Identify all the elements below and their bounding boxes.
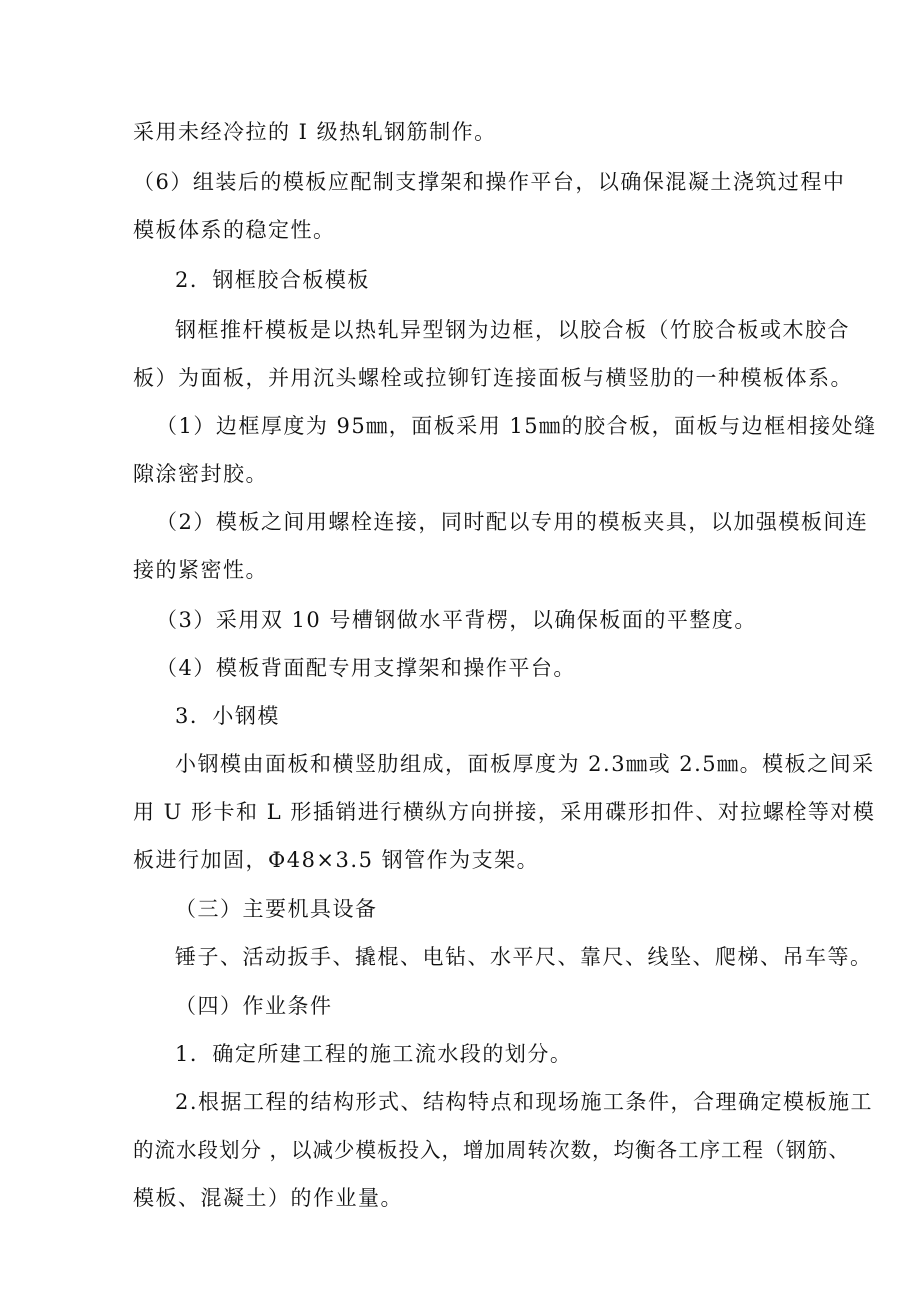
text-line: 模板体系的稳定性。 (133, 218, 336, 242)
section-heading: （四）作业条件 (175, 994, 333, 1018)
text-line: 钢框推杆模板是以热轧异型钢为边框，以胶合板（竹胶合板或木胶合 (175, 318, 850, 342)
text-line: （6）组装后的模板应配制支撑架和操作平台，以确保混凝土浇筑过程中 (133, 170, 846, 194)
text-line: 用 U 形卡和 L 形插销进行横纵方向拼接，采用碟形扣件、对拉螺栓等对模 (133, 800, 876, 824)
text-line: （1）边框厚度为 95㎜，面板采用 15㎜的胶合板，面板与边框相接处缝 (156, 414, 877, 438)
text-line: 2.根据工程的结构形式、结构特点和现场施工条件，合理确定模板施工 (175, 1090, 874, 1114)
text-line: （2）模板之间用螺栓连接，同时配以专用的模板夹具，以加强模板间连 (156, 510, 869, 534)
text-line: （3）采用双 10 号槽钢做水平背楞，以确保板面的平整度。 (156, 608, 757, 632)
text-line: （4）模板背面配专用支撑架和操作平台。 (156, 656, 576, 680)
text-line: 板）为面板，并用沉头螺栓或拉铆钉连接面板与横竖肋的一种模板体系。 (133, 366, 853, 390)
section-heading: 3．小钢模 (175, 704, 280, 728)
text-line: 的流水段划分 ，以减少模板投入，增加周转次数，均衡各工序工程（钢筋、 (133, 1138, 851, 1162)
text-line: 板进行加固，Φ48×3.5 钢管作为支架。 (133, 848, 540, 872)
text-line: 模板、混凝土）的作业量。 (133, 1186, 403, 1210)
text-line: 1．确定所建工程的施工流水段的划分。 (175, 1042, 573, 1066)
section-heading: 2．钢框胶合板模板 (175, 268, 370, 292)
text-line: 采用未经冷拉的 I 级热轧钢筋制作。 (133, 120, 497, 144)
text-line: 锤子、活动扳手、撬棍、电钻、水平尺、靠尺、线坠、爬梯、吊车等。 (175, 945, 873, 969)
text-line: 小钢模由面板和横竖肋组成，面板厚度为 2.3㎜或 2.5㎜。模板之间采 (175, 752, 875, 776)
text-line: 隙涂密封胶。 (133, 462, 268, 486)
text-line: 接的紧密性。 (133, 558, 268, 582)
section-heading: （三）主要机具设备 (175, 897, 378, 921)
